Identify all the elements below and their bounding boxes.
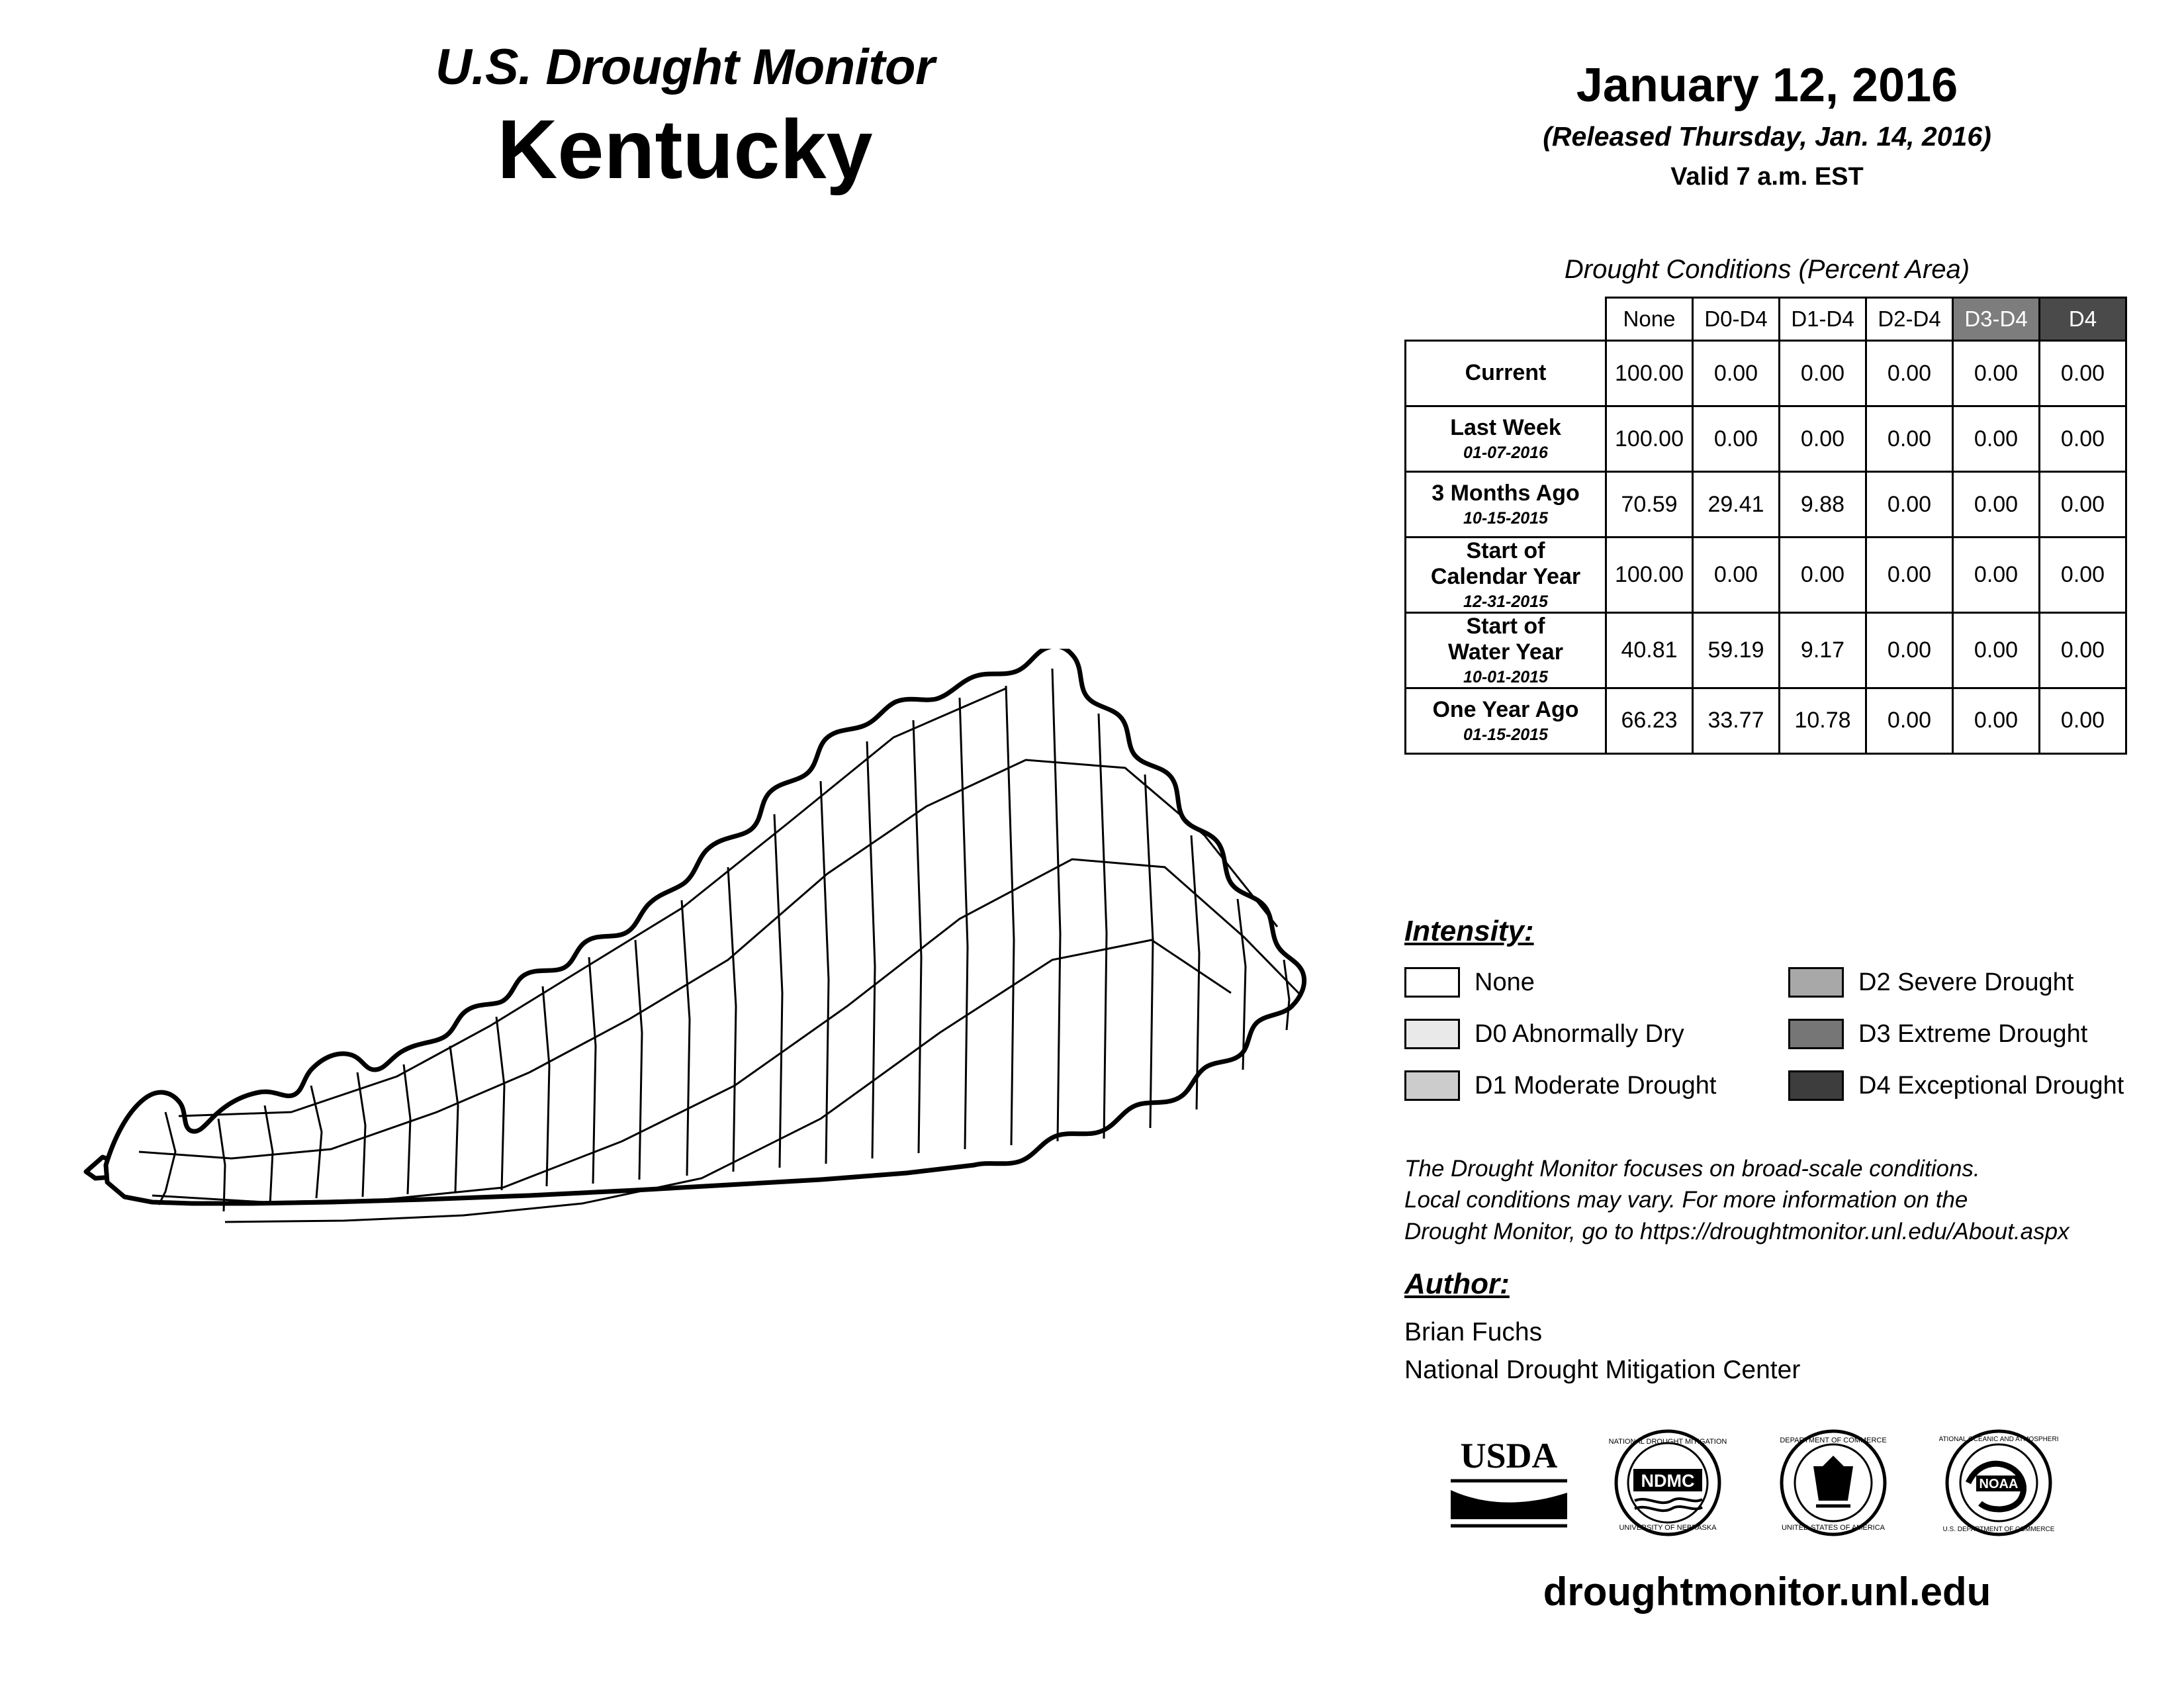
swatch-d2 [1788, 967, 1844, 998]
valid-time: Valid 7 a.m. EST [1670, 163, 1864, 191]
col-header-d3d4: D3-D4 [1953, 298, 2040, 341]
cell-calyear-none: 100.00 [1606, 538, 1693, 613]
cell-3months-d3d4: 0.00 [1953, 472, 2040, 538]
svg-text:DEPARTMENT OF COMMERCE: DEPARTMENT OF COMMERCE [1780, 1436, 1887, 1444]
right-panel [1377, 0, 2184, 1688]
cell-lastweek-d0d4: 0.00 [1693, 406, 1780, 472]
table-row [1406, 688, 2126, 753]
legend-label-d4: D4 Exceptional Drought [1858, 1071, 2124, 1100]
svg-text:UNIVERSITY OF NEBRASKA: UNIVERSITY OF NEBRASKA [1619, 1524, 1717, 1532]
map-svg [66, 649, 1324, 1244]
svg-text:USDA: USDA [1460, 1436, 1558, 1476]
row-label-main: One Year Ago [1432, 696, 1579, 722]
cell-current-d2d4: 0.00 [1866, 341, 1953, 406]
cell-current-d4: 0.00 [2040, 341, 2126, 406]
legend-item-d1 [1404, 1060, 1716, 1111]
page-title: U.S. Drought Monitor [435, 39, 935, 95]
svg-text:NATIONAL DROUGHT MITIGATION: NATIONAL DROUGHT MITIGATION [1608, 1438, 1727, 1446]
cell-3months-none: 70.59 [1606, 472, 1693, 538]
release-date: (Released Thursday, Jan. 14, 2016) [1543, 121, 1991, 152]
row-label-main: Last Week [1450, 415, 1561, 441]
legend-label-d0: D0 Abnormally Dry [1475, 1019, 1684, 1048]
legend-item-d0 [1404, 1008, 1716, 1060]
drought-conditions-table [1404, 297, 2127, 755]
legend-label-none: None [1475, 968, 1535, 996]
swatch-d3 [1788, 1019, 1844, 1049]
row-label-one-year-ago [1406, 688, 1606, 753]
legend-item-d4 [1788, 1060, 2124, 1111]
cell-calyear-d2d4: 0.00 [1866, 538, 1953, 613]
legend-item-none [1404, 957, 1716, 1008]
cell-oneyear-d0d4: 33.77 [1693, 688, 1780, 753]
cell-3months-d1d4: 9.88 [1780, 472, 1866, 538]
disclaimer-line-3: Drought Monitor, go to https://droughtmonitor.unl.edu/About.aspx [1404, 1218, 2070, 1244]
state-name: Kentucky [497, 102, 873, 196]
usda-logo [1443, 1427, 1575, 1542]
row-label-main: 3 Months Ago [1432, 481, 1580, 506]
legend-item-d3 [1788, 1008, 2124, 1060]
swatch-d0 [1404, 1019, 1460, 1049]
table-caption: Drought Conditions (Percent Area) [1564, 255, 1970, 284]
state-boundary [106, 649, 1304, 1203]
cell-current-d0d4: 0.00 [1693, 341, 1780, 406]
svg-text:NATIONAL OCEANIC AND ATMOSPHER: NATIONAL OCEANIC AND ATMOSPHERIC [1939, 1436, 2058, 1443]
author-org: National Drought Mitigation Center [1404, 1355, 1801, 1384]
cell-oneyear-d2d4: 0.00 [1866, 688, 1953, 753]
row-label-main: Current [1465, 360, 1547, 386]
doc-logo [1774, 1427, 1893, 1542]
cell-lastweek-d2d4: 0.00 [1866, 406, 1953, 472]
table-row [1406, 538, 2126, 613]
row-label-sub: 10-15-2015 [1463, 509, 1548, 528]
table-row [1406, 612, 2126, 688]
cell-wateryear-d2d4: 0.00 [1866, 612, 1953, 688]
legend-column-left [1404, 957, 1716, 1111]
row-label-current [1406, 341, 1606, 406]
row-label-main: Start of Water Year [1448, 613, 1563, 665]
cell-current-d1d4: 0.00 [1780, 341, 1866, 406]
author-block [1404, 1314, 1800, 1389]
cell-wateryear-d4: 0.00 [2040, 612, 2126, 688]
noaa-logo [1939, 1427, 2058, 1542]
svg-text:NDMC: NDMC [1641, 1471, 1695, 1491]
table-corner-cell [1406, 298, 1606, 341]
svg-text:UNITED STATES OF AMERICA: UNITED STATES OF AMERICA [1781, 1524, 1886, 1532]
cell-lastweek-d4: 0.00 [2040, 406, 2126, 472]
cell-calyear-d0d4: 0.00 [1693, 538, 1780, 613]
cell-calyear-d4: 0.00 [2040, 538, 2126, 613]
col-header-d0d4: D0-D4 [1693, 298, 1780, 341]
cell-oneyear-d1d4: 10.78 [1780, 688, 1866, 753]
table-row [1406, 472, 2126, 538]
legend-label-d1: D1 Moderate Drought [1475, 1071, 1717, 1100]
table-row [1406, 406, 2126, 472]
disclaimer-line-1: The Drought Monitor focuses on broad-scale conditions. [1404, 1156, 1980, 1182]
author-name: Brian Fuchs [1404, 1318, 1543, 1346]
row-label-sub: 10-01-2015 [1463, 668, 1548, 687]
cell-oneyear-d4: 0.00 [2040, 688, 2126, 753]
cell-lastweek-none: 100.00 [1606, 406, 1693, 472]
cell-3months-d4: 0.00 [2040, 472, 2126, 538]
cell-wateryear-d0d4: 59.19 [1693, 612, 1780, 688]
legend-label-d2: D2 Severe Drought [1858, 968, 2074, 996]
legend-column-right [1788, 957, 2124, 1111]
table-row [1406, 341, 2126, 406]
col-header-d4: D4 [2040, 298, 2126, 341]
svg-text:NOAA: NOAA [1979, 1477, 2019, 1491]
row-label-last-week [1406, 406, 1606, 472]
table-header-row [1406, 298, 2126, 341]
swatch-d1 [1404, 1070, 1460, 1101]
cell-3months-d2d4: 0.00 [1866, 472, 1953, 538]
date-block [1377, 60, 2158, 191]
kentucky-county-map[interactable] [66, 649, 1324, 1244]
row-label-sub: 12-31-2015 [1463, 592, 1548, 612]
col-header-d1d4: D1-D4 [1780, 298, 1866, 341]
logo-row [1403, 1427, 2171, 1559]
cell-wateryear-none: 40.81 [1606, 612, 1693, 688]
col-header-d2d4: D2-D4 [1866, 298, 1953, 341]
ndmc-logo [1608, 1427, 1727, 1542]
legend-item-d2 [1788, 957, 2124, 1008]
cell-current-d3d4: 0.00 [1953, 341, 2040, 406]
disclaimer-line-2: Local conditions may vary. For more information on the [1404, 1187, 1968, 1213]
intensity-heading: Intensity: [1404, 915, 1534, 947]
cell-lastweek-d3d4: 0.00 [1953, 406, 2040, 472]
swatch-none [1404, 967, 1460, 998]
row-label-sub: 01-15-2015 [1463, 726, 1548, 745]
author-heading: Author: [1404, 1268, 1510, 1300]
cell-oneyear-d3d4: 0.00 [1953, 688, 2040, 753]
footer-url[interactable]: droughtmonitor.unl.edu [1543, 1570, 1991, 1614]
cell-oneyear-none: 66.23 [1606, 688, 1693, 753]
cell-calyear-d1d4: 0.00 [1780, 538, 1866, 613]
swatch-d4 [1788, 1070, 1844, 1101]
disclaimer-text [1404, 1153, 2172, 1247]
cell-calyear-d3d4: 0.00 [1953, 538, 2040, 613]
cell-3months-d0d4: 29.41 [1693, 472, 1780, 538]
row-label-start-water-year [1406, 612, 1606, 688]
legend-label-d3: D3 Extreme Drought [1858, 1019, 2088, 1048]
row-label-sub: 01-07-2016 [1463, 444, 1548, 463]
cell-lastweek-d1d4: 0.00 [1780, 406, 1866, 472]
title-block [0, 40, 1370, 197]
cell-current-none: 100.00 [1606, 341, 1693, 406]
cell-wateryear-d1d4: 9.17 [1780, 612, 1866, 688]
col-header-none: None [1606, 298, 1693, 341]
svg-text:U.S. DEPARTMENT OF COMMERCE: U.S. DEPARTMENT OF COMMERCE [1942, 1526, 2055, 1533]
row-label-3-months-ago [1406, 472, 1606, 538]
cell-wateryear-d3d4: 0.00 [1953, 612, 2040, 688]
row-label-start-calendar-year [1406, 538, 1606, 613]
report-date: January 12, 2016 [1576, 59, 1958, 112]
row-label-main: Start of Calendar Year [1430, 538, 1581, 590]
